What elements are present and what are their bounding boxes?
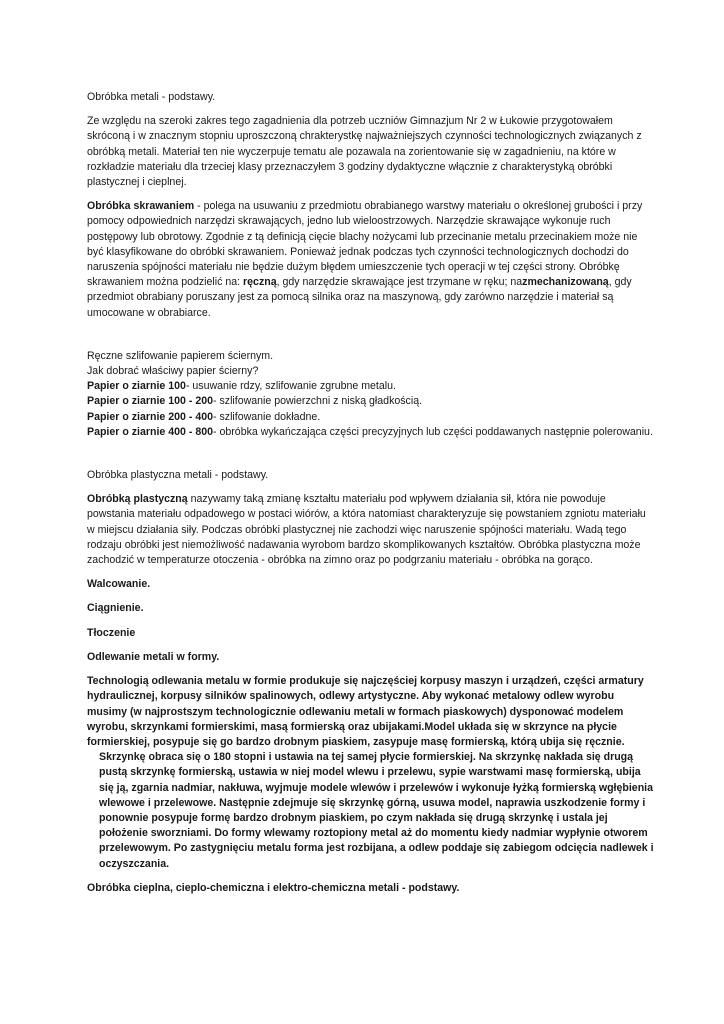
skrawanie-term: Obróbka skrawaniem (87, 200, 195, 213)
section-title-obrobka-plastyczna: Obróbka plastyczna metali - podstawy. (87, 469, 269, 482)
section-title-obrobka-cieplna: Obróbka cieplna, cieplo-chemiczna i elektro-chemiczna metali - podstawy. (87, 881, 460, 894)
papier-grit: Papier o ziarnie 200 - 400 (87, 410, 214, 423)
papier-grit: Papier o ziarnie 100 (87, 380, 186, 393)
plastyczna-text: nazywamy taką zmianę kształtu materiału pod wpływem działania sił, która nie powoduje powstania materiału odpadowego w postaci wiórów, a która natomiast charakteryzuje się powstaniem zgniotu materiału w miejscu działania siły. Podczas obróbki plastycznej nie zachodzi więc naruszenie spójności materiału. Wadą tego rodzaju obróbki jest niemożliwość nadawania wyrobom bardzo skomplikowanych kształtów. Obróbka plastyczna może zachodzić w temperaturze otoczenia - obróbka na zimno oraz po podgrzaniu materiału - obróbka na gorąco. (87, 493, 646, 567)
intro-paragraph: Ze względu na szeroki zakres tego zagadnienia dla potrzeb uczniów Gimnazjum Nr 2 w Łukowie przygotowałem skróconą i w znacznym stopniu uproszczoną chrakterystkę najważniejszych czynności technologicznych związanych z obróbką metali. Materiał ten nie wyczerpuje tematu ale pozawala na zorientowanie się w zagadnieniu, na które w rozkładzie materiału dla trzeciej klasy przeznaczyłem 3 godziny dydaktyczne włącznie z charakterystyką obróbki plastycznej i cieplnej. (87, 115, 642, 189)
odlewanie-paragraph-1: Technologią odlewania metalu w formie produkuje się najczęściej korpusy maszyn i urządzeń, części armatury hydraulicznej, korpusy silników spalinowych, odlewy artystyczne. Aby wykonać metalowy odlew wyrobu musimy (w najprostszym technologicznie odlewaniu metali w formach piaskowych) dysponować modelem wyrobu, skrzynkami formierskimi, masą formierską oraz ubijakami.Model układa się w skrzynce na płycie formierskiej, posypuje się go bardzo drobnym piaskiem, zasypuje masę formierską, którą ubija się ręcznie. (87, 675, 644, 748)
skrawanie-paragraph (87, 199, 655, 321)
papier-item (87, 379, 655, 394)
heading-tloczenie: Tłoczenie (87, 626, 136, 639)
papier-line-2: Jak dobrać właściwy papier ścierny? (87, 365, 259, 378)
papier-item (87, 394, 655, 409)
papier-grit: Papier o ziarnie 400 - 800 (87, 425, 214, 438)
papier-grit: Papier o ziarnie 100 - 200 (87, 395, 214, 408)
plastyczna-term: Obróbką plastyczną (87, 493, 188, 506)
heading-odlewanie: Odlewanie metali w formy. (87, 650, 220, 663)
odlewanie-body (87, 674, 655, 872)
papier-item (87, 425, 655, 440)
papier-section (87, 349, 655, 440)
papier-desc: - szlifowanie powierzchni z niską gładkością. (213, 395, 423, 408)
section-title-obrobka-metali: Obróbka metali - podstawy. (87, 91, 216, 103)
papier-desc: - usuwanie rdzy, szlifowanie zgrubne metalu. (185, 380, 396, 393)
skrawanie-text-3: , gdy przedmiot obrabiany poruszany jest za pomocą silnika oraz na maszynową, gdy zarówno narzędzie i materiał są umocowane w obrabiarce. (87, 276, 632, 319)
papier-line-1: Ręczne szlifowanie papierem ściernym. (87, 349, 274, 362)
document-page (87, 90, 655, 896)
skrawanie-term-reczna: ręczną (243, 276, 277, 289)
papier-desc: - szlifowanie dokładne. (213, 410, 321, 423)
skrawanie-text-2: , gdy narzędzie skrawające jest trzymane w ręku; na (276, 276, 523, 289)
heading-walcowanie: Walcowanie. (87, 578, 151, 591)
heading-ciagnienie: Ciągnienie. (87, 602, 144, 615)
plastyczna-paragraph (87, 492, 655, 568)
skrawanie-term-zmechanizowana: zmechanizowaną (522, 276, 609, 289)
odlewanie-paragraph-2: Skrzynkę obraca się o 180 stopni i ustawia na tej samej płycie formierskiej. Na skrzynkę nakłada się drugą pustą skrzynkę formierską, ustawia w niej model wlewu i przelewu, sypie warstwami masę formierską, ubija się ją, zgarnia nadmiar, nakłuwa, wyjmuje modele wlewów i przelewów i wykonuje łyżką formierską wgłębienia wlewowe i przelewowe. Następnie zdejmuje się skrzynkę górną, usuwa model, naprawia uszkodzenie formy i ponownie posypuje formę bardzo drobnym piaskiem, po czym nakłada się drugą skrzynkę i ustala jej położenie sworzniami. Do formy wlewamy roztopiony metal aż do momentu kiedy nadmiar wypłynie otworem przelewowym. Po zastygnięciu metalu forma jest rozbijana, a odlew poddaje się zabiegom odcięcia nadlewek i oczyszczania. (99, 751, 654, 870)
papier-item (87, 410, 655, 425)
papier-desc: - obróbka wykańczająca części precyzyjnych lub części poddawanych następnie polerowaniu. (213, 425, 653, 438)
skrawanie-text-1: - polega na usuwaniu z przedmiotu obrabianego warstwy materiału o określonej grubości i przy pomocy odpowiednich narzędzi skrawających, jedno lub wieloostrzowych. Narzędzie skrawające wykonuje ruch postępowy lub obrotowy. Zgodnie z tą definicją cięcie blachy nożycami lub przecinanie metalu przecinakiem może nie być klasyfikowane do obróbki skrawaniem. Ponieważ jednak podczas tych czynności technologicznych dochodzi do naruszenia spójności materiału nie będzie dużym błędem umieszczenie tych operacji w tej części strony. Obróbkę skrawaniem można podzielić na: (87, 200, 643, 289)
